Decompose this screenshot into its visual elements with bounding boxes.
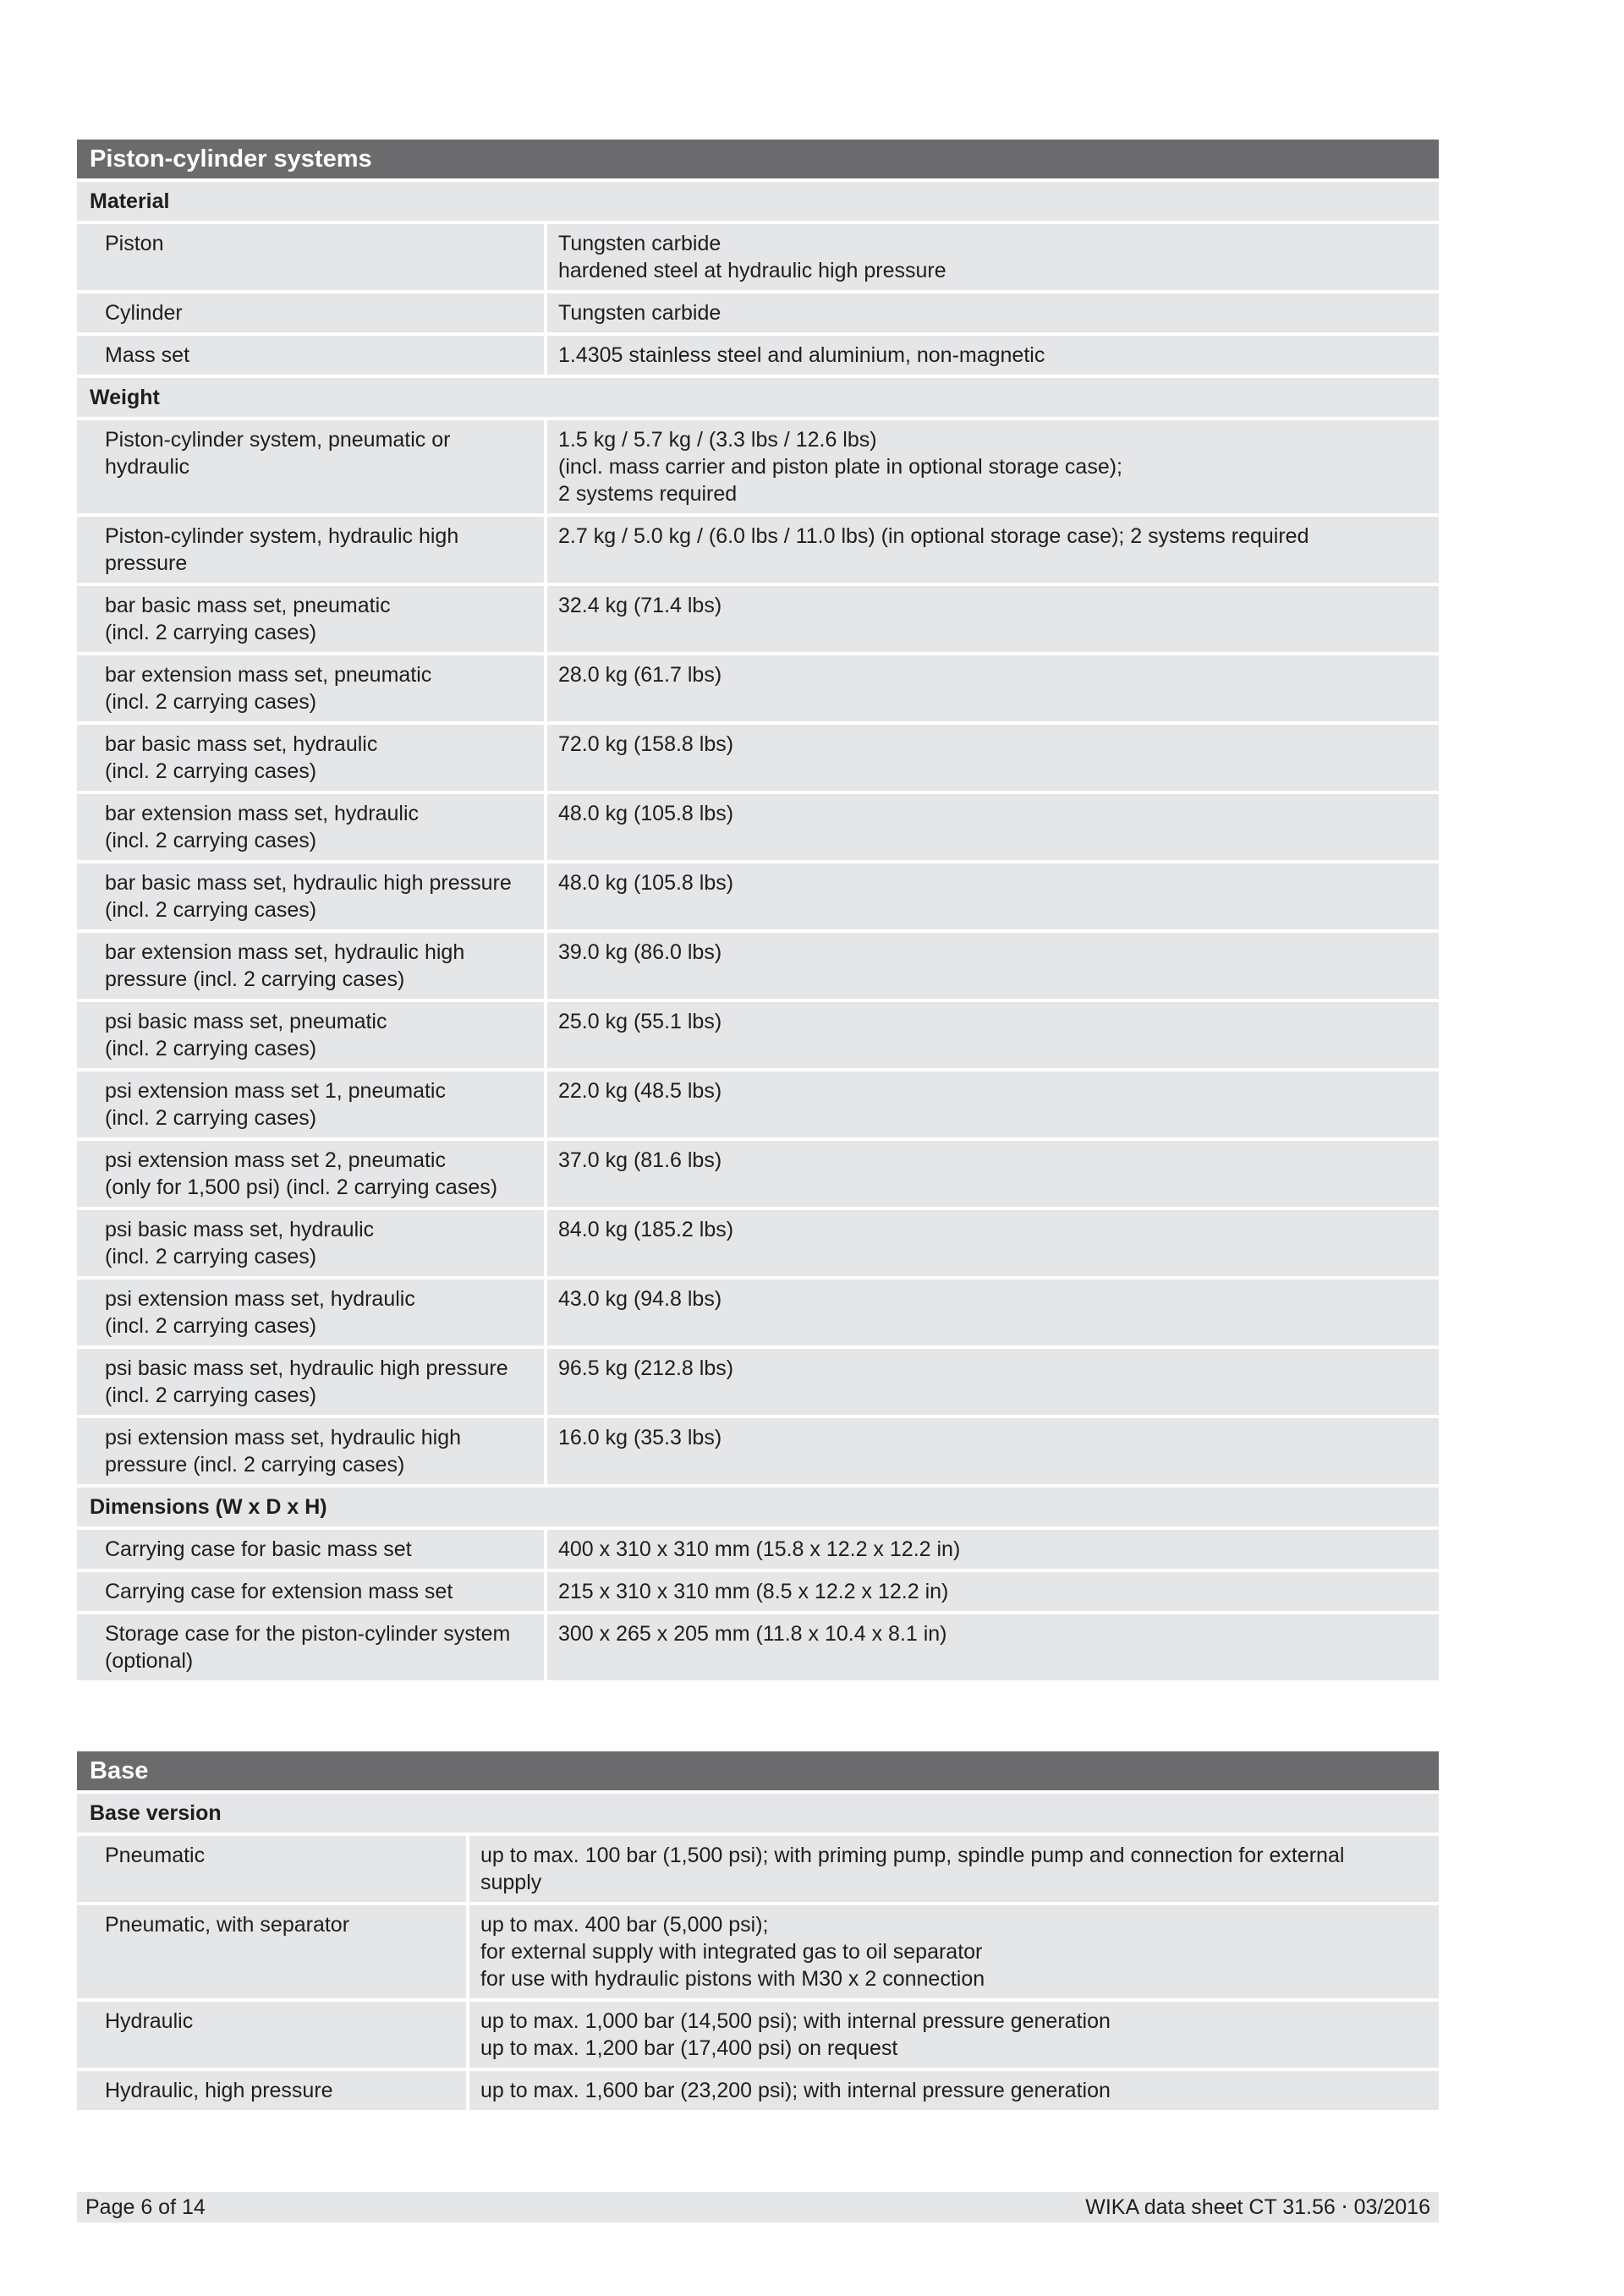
row-label: bar extension mass set, hydraulic high pressure (incl. 2 carrying cases) — [77, 933, 544, 999]
row-label: Carrying case for extension mass set — [77, 1572, 544, 1611]
table-header: Piston-cylinder systems — [77, 140, 1439, 178]
section-heading-material: Material — [77, 182, 1439, 221]
row-value: 400 x 310 x 310 mm (15.8 x 12.2 x 12.2 in) — [547, 1530, 1439, 1569]
row-value: 25.0 kg (55.1 lbs) — [547, 1002, 1439, 1068]
row-label: psi extension mass set 2, pneumatic (only for 1,500 psi) (incl. 2 carrying cases) — [77, 1141, 544, 1207]
row-label: Pneumatic, with separator — [77, 1905, 466, 1998]
row-value: 1.4305 stainless steel and aluminium, non-magnetic — [547, 336, 1439, 375]
table-row — [77, 2071, 1439, 2110]
row-value: 39.0 kg (86.0 lbs) — [547, 933, 1439, 999]
table-row — [77, 293, 1439, 332]
table-row — [77, 517, 1439, 583]
table-row — [77, 1210, 1439, 1276]
table-row — [77, 1614, 1439, 1680]
table-row — [77, 336, 1439, 375]
row-value: 2.7 kg / 5.0 kg / (6.0 lbs / 11.0 lbs) (in optional storage case); 2 systems required — [547, 517, 1439, 583]
row-value: 72.0 kg (158.8 lbs) — [547, 725, 1439, 791]
table-row — [77, 1836, 1439, 1902]
row-label: psi basic mass set, hydraulic high pressure (incl. 2 carrying cases) — [77, 1349, 544, 1415]
row-value: up to max. 1,000 bar (14,500 psi); with internal pressure generation up to max. 1,200 bar (17,400 psi) on request — [469, 2002, 1439, 2068]
row-label: Piston — [77, 224, 544, 290]
row-value: 16.0 kg (35.3 lbs) — [547, 1418, 1439, 1484]
row-value: Tungsten carbide — [547, 293, 1439, 332]
section-heading-weight: Weight — [77, 378, 1439, 417]
row-value: up to max. 400 bar (5,000 psi); for external supply with integrated gas to oil separator for use with hydraulic pistons with M30 x 2 connection — [469, 1905, 1439, 1998]
row-label: Piston-cylinder system, hydraulic high pressure — [77, 517, 544, 583]
row-label: Cylinder — [77, 293, 544, 332]
table-header: Base — [77, 1751, 1439, 1790]
row-label: bar extension mass set, pneumatic (incl. 2 carrying cases) — [77, 655, 544, 721]
row-label: Carrying case for basic mass set — [77, 1530, 544, 1569]
row-label: Piston-cylinder system, pneumatic or hydraulic — [77, 420, 544, 513]
row-label: Hydraulic, high pressure — [77, 2071, 466, 2110]
table-row — [77, 1141, 1439, 1207]
piston-cylinder-table — [77, 140, 1439, 1684]
row-value: Tungsten carbide hardened steel at hydraulic high pressure — [547, 224, 1439, 290]
row-value: 48.0 kg (105.8 lbs) — [547, 863, 1439, 929]
table-row — [77, 1418, 1439, 1484]
row-label: psi extension mass set, hydraulic high pressure (incl. 2 carrying cases) — [77, 1418, 544, 1484]
table-row — [77, 725, 1439, 791]
row-value: 32.4 kg (71.4 lbs) — [547, 586, 1439, 652]
row-value: 28.0 kg (61.7 lbs) — [547, 655, 1439, 721]
row-label: bar basic mass set, hydraulic high pressure (incl. 2 carrying cases) — [77, 863, 544, 929]
row-value: up to max. 1,600 bar (23,200 psi); with internal pressure generation — [469, 2071, 1439, 2110]
table-row — [77, 863, 1439, 929]
row-label: Hydraulic — [77, 2002, 466, 2068]
table-row — [77, 655, 1439, 721]
row-label: psi basic mass set, hydraulic (incl. 2 carrying cases) — [77, 1210, 544, 1276]
row-value: up to max. 100 bar (1,500 psi); with priming pump, spindle pump and connection for external supply — [469, 1836, 1439, 1902]
row-label: psi extension mass set, hydraulic (incl. 2 carrying cases) — [77, 1280, 544, 1345]
document-id: WIKA data sheet CT 31.56 ⋅ 03/2016 — [1085, 2195, 1430, 2219]
section-heading-dimensions: Dimensions (W x D x H) — [77, 1488, 1439, 1526]
page-footer — [77, 2192, 1439, 2222]
page-number: Page 6 of 14 — [85, 2195, 206, 2219]
table-row — [77, 1905, 1439, 1998]
table-row — [77, 1349, 1439, 1415]
row-label: Mass set — [77, 336, 544, 375]
row-value: 300 x 265 x 205 mm (11.8 x 10.4 x 8.1 in) — [547, 1614, 1439, 1680]
row-value: 84.0 kg (185.2 lbs) — [547, 1210, 1439, 1276]
row-label: psi basic mass set, pneumatic (incl. 2 carrying cases) — [77, 1002, 544, 1068]
table-row — [77, 1280, 1439, 1345]
section-heading-base-version: Base version — [77, 1794, 1439, 1833]
table-row — [77, 1572, 1439, 1611]
row-value: 22.0 kg (48.5 lbs) — [547, 1071, 1439, 1137]
row-value: 1.5 kg / 5.7 kg / (3.3 lbs / 12.6 lbs) (incl. mass carrier and piston plate in optional storage case); 2 systems required — [547, 420, 1439, 513]
table-row — [77, 420, 1439, 513]
table-row — [77, 794, 1439, 860]
row-value: 43.0 kg (94.8 lbs) — [547, 1280, 1439, 1345]
row-label: bar basic mass set, pneumatic (incl. 2 carrying cases) — [77, 586, 544, 652]
row-label: bar extension mass set, hydraulic (incl. 2 carrying cases) — [77, 794, 544, 860]
row-value: 37.0 kg (81.6 lbs) — [547, 1141, 1439, 1207]
table-row — [77, 586, 1439, 652]
row-value: 96.5 kg (212.8 lbs) — [547, 1349, 1439, 1415]
row-label: bar basic mass set, hydraulic (incl. 2 carrying cases) — [77, 725, 544, 791]
base-table — [77, 1751, 1439, 2113]
table-row — [77, 2002, 1439, 2068]
table-row — [77, 1530, 1439, 1569]
table-row — [77, 224, 1439, 290]
table-row — [77, 933, 1439, 999]
row-label: Storage case for the piston-cylinder system (optional) — [77, 1614, 544, 1680]
row-label: psi extension mass set 1, pneumatic (incl. 2 carrying cases) — [77, 1071, 544, 1137]
row-label: Pneumatic — [77, 1836, 466, 1902]
table-row — [77, 1071, 1439, 1137]
row-value: 215 x 310 x 310 mm (8.5 x 12.2 x 12.2 in) — [547, 1572, 1439, 1611]
table-row — [77, 1002, 1439, 1068]
row-value: 48.0 kg (105.8 lbs) — [547, 794, 1439, 860]
